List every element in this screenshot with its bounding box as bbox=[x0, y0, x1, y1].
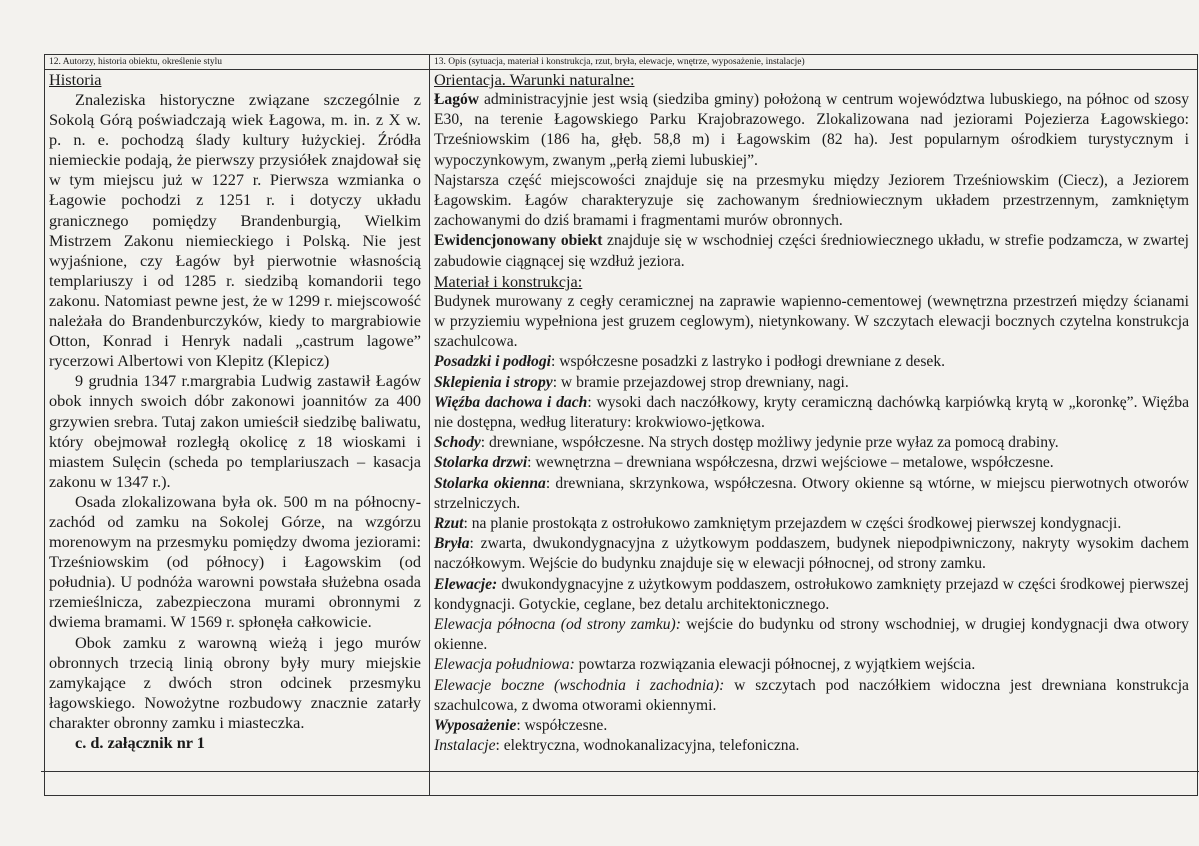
elevations-paragraph bbox=[434, 575, 1189, 615]
history-paragraph-2: 9 grudnia 1347 r.margrabia Ludwig zastawił Łagów obok innych swoich dóbr zakonowi joannitów za 400 grzywien srebra. Tutaj zakon umieścił siedzibę baliwatu, który obejmował rozległą okolicę z 18 wioskami i miastem Sulęcin (scheda po templariuszach – kasacja zakonu w 1347 r.). bbox=[49, 371, 421, 491]
doors-text: : wewnętrzna – drewniana współczesna, drzwi wejściowe – metalowe, współczesne. bbox=[527, 454, 1054, 472]
roof-label: Więźba dachowa i dach bbox=[434, 393, 588, 411]
windows-label: Stolarka okienna bbox=[434, 474, 546, 492]
description-header: 13. Opis (sytuacja, materiał i konstrukcja, rzut, bryła, elewacje, wnętrze, wyposażenie, instalacje) bbox=[430, 55, 1197, 70]
stairs-label: Schody bbox=[434, 434, 481, 452]
installations-label: Instalacje bbox=[434, 737, 496, 755]
south-elevation-label: Elewacja południowa: bbox=[434, 656, 575, 674]
body-label: Bryła bbox=[434, 535, 470, 553]
side-elevations-paragraph bbox=[434, 676, 1189, 716]
equipment-label: Wyposażenie bbox=[434, 717, 517, 735]
bottom-rule-right bbox=[426, 771, 1199, 772]
north-elevation-label: Elewacja północna (od strony zamku): bbox=[434, 616, 681, 634]
stairs-text: : drewniane, współczesne. Na strych dostęp możliwy jedynie prze wyłaz za pomocą drabiny. bbox=[480, 434, 1059, 452]
ceilings-text: : w bramie przejazdowej strop drewniany, nagi. bbox=[552, 373, 849, 391]
history-paragraph-3: Osada zlokalizowana była ok. 500 m na północny-zachód od zamku na Sokolej Górze, na wzgórzu morenowym na przesmyku pomiędzy dwoma jeziorami: Trześniowskim (od północy) i Łagowskim (od południa). U podnóża warowni powstała służebna osada rzemieślnicza, zabezpieczona murami obronnymi z dwiema bramami. W 1569 r. spłonęła całkowicie. bbox=[49, 491, 421, 632]
side-elevations-label: Elewacje boczne (wschodnia i zachodnia): bbox=[434, 676, 725, 694]
windows-paragraph bbox=[434, 474, 1189, 514]
floors-label: Posadzki i podłogi bbox=[434, 353, 551, 371]
installations-text: : elektryczna, wodnokanalizacyjna, telefoniczna. bbox=[495, 737, 800, 755]
elevations-label: Elewacje: bbox=[434, 575, 498, 593]
roof-text: : wysoki dach naczółkowy, kryty ceramiczną dachówką karpiówką krytą w „koronkę”. Więźba nie dostępna, według literatury: krokwiowo-jętkowa. bbox=[434, 393, 1189, 432]
stairs-paragraph bbox=[434, 433, 1189, 453]
elevations-text: dwukondygnacyjne z użytkowym poddaszem, ostrołukowo zamknięty przejazd w części środkowej pierwszej kondygnacji. Gotyckie, ceglane, bez detalu architektonicznego. bbox=[434, 575, 1189, 613]
attachment-note: c. d. załącznik nr 1 bbox=[75, 733, 205, 752]
doors-label: Stolarka drzwi bbox=[434, 454, 528, 472]
plan-label: Rzut bbox=[434, 515, 464, 533]
floors-text: : współczesne posadzki z lastryko i podłogi drewniane z desek. bbox=[550, 353, 946, 371]
description-column bbox=[430, 55, 1197, 795]
roof-paragraph bbox=[434, 393, 1189, 433]
history-paragraph-1: Znaleziska historyczne związane szczególnie z Sokolą Górą poświadczają wiek Łagowa, m. in. z X w. p. n. e. pochodzą ślady kultury łużyckiej. Źródła niemieckie podają, że pierwszy przysiółek znajdował się w tym miejscu już w 1227 r. Pierwsza wzmianka o Łagowie pochodzi z 1251 r. i dotyczy układu granicznego pomiędzy Brandenburgią, Wielkim Mistrzem Zakonu niemieckiego i Polską. Nie jest wyjaśnione, czy Łagów był pierwotnie własnością templariuszy i od 1285 r. siedzibą komandorii tego zakonu. Natomiast pewne jest, że w 1299 r. miejscowość należała do Brandenburczyków, kiedy to margrabiowie Otton, Konrad i Henryk nadali „castrum lagowe” rycerzowi Albertowi von Klepitz (Klepicz) bbox=[49, 90, 421, 371]
body-paragraph bbox=[434, 534, 1189, 574]
document-sheet bbox=[44, 54, 1198, 796]
orientation-text-3: znajduje się w wschodniej części średniowiecznego układu, w strefie podzamcza, w zwartej zabudowie ciągnącej się wzdłuż jeziora. bbox=[434, 232, 1189, 270]
orientation-title: Orientacja. Warunki naturalne: bbox=[434, 70, 635, 89]
material-paragraph-1: Budynek murowany z cegły ceramicznej na zaprawie wapienno-cementowej (wewnętrzna przestrzeń między ścianami w przyziemiu wypełniona jest gruzem ceglowym), nietynkowany. W szczytach elewacji bocznych czytelna konstrukcja szachulcowa. bbox=[434, 292, 1189, 351]
side-elevations-text: w szczytach pod naczółkiem widoczna jest drewniana konstrukcja szachulcowa, z dwoma otworami okiennymi. bbox=[434, 676, 1189, 714]
north-elevation-text: wejście do budynku od strony wschodniej, w drugiej kondygnacji dwa otwory okienne. bbox=[434, 616, 1189, 654]
orientation-paragraph-1 bbox=[434, 90, 1189, 171]
south-elevation-text: powtarza rozwiązania elewacji północnej, z wyjątkiem wejścia. bbox=[574, 656, 976, 674]
windows-text: : drewniana, skrzynkowa, współczesna. Otwory okienne są wtórne, w miejscu pierwotnych otworów strzelniczych. bbox=[434, 474, 1189, 512]
history-column bbox=[45, 55, 430, 795]
history-header: 12. Autorzy, historia obiektu, określenie stylu bbox=[45, 55, 429, 70]
floors-paragraph bbox=[434, 352, 1189, 372]
plan-paragraph bbox=[434, 514, 1189, 534]
orientation-paragraph-3 bbox=[434, 231, 1189, 271]
installations-paragraph bbox=[434, 736, 1189, 756]
lagow-term: Łagów bbox=[434, 91, 480, 108]
history-title: Historia bbox=[49, 70, 102, 89]
south-elevation-paragraph bbox=[434, 655, 1189, 675]
plan-text: : na planie prostokąta z ostrołukowo zamkniętym przejazdem w części środkowej pierwszej kondygnacji. bbox=[463, 515, 1122, 533]
doors-paragraph bbox=[434, 453, 1189, 473]
orientation-paragraph-2: Najstarsza część miejscowości znajduje się na przesmyku między Jeziorem Trześniowskim (Ciecz), a Jeziorem Łagowskim. Łagów charakteryzuje się zachowanym średniowiecznym układem przestrzennym, zamkniętym zachowanymi do dziś bramami i fragmentami murów obronnych. bbox=[434, 171, 1189, 230]
ceilings-paragraph bbox=[434, 373, 1189, 393]
north-elevation-paragraph bbox=[434, 615, 1189, 655]
equipment-paragraph bbox=[434, 716, 1189, 736]
object-term: Ewidencjonowany obiekt bbox=[434, 232, 603, 250]
history-paragraph-4: Obok zamku z warowną wieżą i jego murów obronnych trzecią linią obrony były mury miejskie zamykające z dwóch stron odcinek przesmyku łagowskiego. Nowożytne rozbudowy znacznie zatarły charakter obronny zamku i miasteczka. bbox=[49, 632, 421, 732]
ceilings-label: Sklepienia i stropy bbox=[434, 373, 553, 391]
orientation-text-1: administracyjnie jest wsią (siedziba gminy) położoną w centrum województwa lubuskiego, na północ od szosy E30, na terenie Łagowskiego Parku Krajobrazowego. Zlokalizowana nad jeziorami Pojezierza Łagowskiego: Trześniowskim (186 ha, głęb. 58,8 m) i Łagowskim (82 ha). Jest popularnym ośrodkiem turystycznym i wypoczynkowym, zwanym „perłą ziemi lubuskiej”. bbox=[434, 91, 1189, 169]
equipment-text: : współczesne. bbox=[516, 717, 608, 735]
material-title: Materiał i konstrukcja: bbox=[434, 271, 583, 291]
body-text: : zwarta, dwukondygnacyjna z użytkowym poddaszem, budynek niepodpiwniczony, nakryty wysokim dachem naczółkowym. Wejście do budynku znajduje się w elewacji północnej, od strony zamku. bbox=[434, 535, 1189, 573]
bottom-rule-left bbox=[41, 771, 437, 772]
